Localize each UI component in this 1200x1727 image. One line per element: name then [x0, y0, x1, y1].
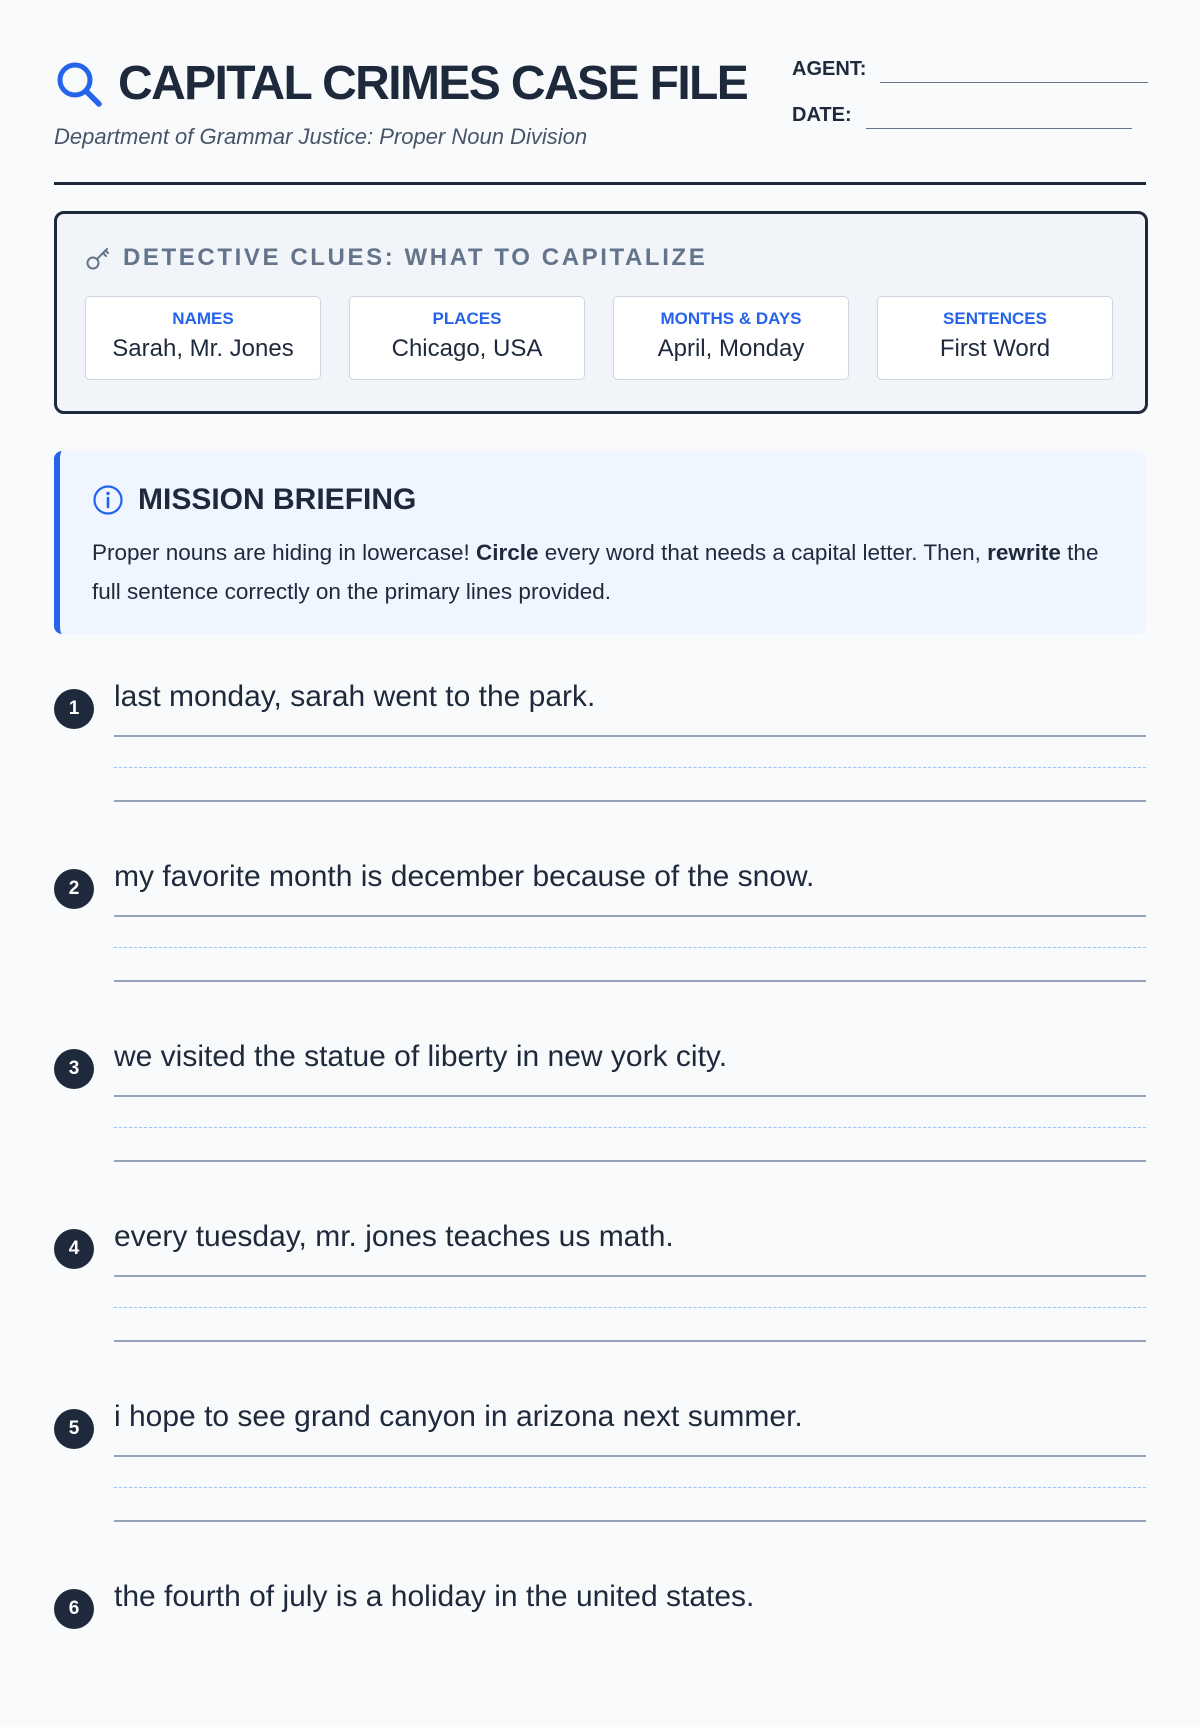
clue-cards [85, 296, 1113, 380]
clues-title: DETECTIVE CLUES: WHAT TO CAPITALIZE [123, 244, 708, 271]
exercise-number-badge: 2 [54, 869, 94, 909]
key-icon [85, 245, 111, 271]
clue-label: SENTENCES [943, 309, 1047, 328]
clue-label: NAMES [172, 309, 234, 328]
briefing-text-part: every word that needs a capital letter. Then, [538, 540, 988, 565]
exercise-item [54, 857, 1146, 1007]
writing-lines[interactable] [114, 1455, 1146, 1525]
baseline [114, 980, 1146, 982]
exercise-item [54, 677, 1146, 827]
exercise-sentence: every tuesday, mr. jones teaches us math. [114, 1220, 674, 1253]
dashed-midline [114, 767, 1146, 768]
clues-box [54, 211, 1148, 414]
writing-lines[interactable] [114, 915, 1146, 985]
writing-lines[interactable] [114, 1275, 1146, 1345]
exercise-item [54, 1577, 1146, 1727]
top-line [114, 1275, 1146, 1277]
briefing-title: MISSION BRIEFING [138, 483, 417, 516]
briefing-text-part: Proper nouns are hiding in lowercase! [92, 540, 476, 565]
exercise-sentence: my favorite month is december because of the snow. [114, 860, 815, 893]
dashed-midline [114, 947, 1146, 948]
page-header [54, 52, 1146, 185]
exercise-number-badge: 5 [54, 1409, 94, 1449]
page-subtitle: Department of Grammar Justice: Proper Noun Division [54, 124, 588, 149]
dashed-midline [114, 1487, 1146, 1488]
info-icon [92, 484, 124, 516]
exercise-item [54, 1037, 1146, 1187]
exercise-sentence: i hope to see grand canyon in arizona next summer. [114, 1400, 803, 1433]
date-write-line[interactable] [866, 127, 1132, 129]
date-field [792, 104, 1132, 127]
dashed-midline [114, 1307, 1146, 1308]
top-line [114, 735, 1146, 737]
top-line [114, 1455, 1146, 1457]
clues-header [85, 244, 707, 272]
page-title: CAPITAL CRIMES CASE FILE [118, 57, 748, 110]
clue-card-months-days [613, 296, 849, 380]
exercise-item [54, 1217, 1146, 1367]
clue-card-places [349, 296, 585, 380]
agent-label: AGENT: [792, 58, 867, 80]
briefing-text [92, 533, 1132, 611]
top-line [114, 1095, 1146, 1097]
date-label: DATE: [792, 104, 852, 126]
agent-write-line[interactable] [880, 81, 1148, 83]
title-row [54, 56, 747, 111]
clue-label: MONTHS & DAYS [660, 309, 802, 328]
exercise-sentence: last monday, sarah went to the park. [114, 680, 596, 713]
briefing-header [92, 483, 416, 517]
dashed-midline [114, 1127, 1146, 1128]
briefing-text-part: the full sentence correctly on the primary lines provided. [92, 540, 1099, 604]
clue-example: Chicago, USA [391, 335, 543, 362]
clue-card-names [85, 296, 321, 380]
writing-lines[interactable] [114, 735, 1146, 805]
agent-field [792, 58, 1148, 81]
exercise-item [54, 1397, 1146, 1547]
baseline [114, 1340, 1146, 1342]
exercise-number-badge: 6 [54, 1589, 94, 1629]
search-icon [54, 59, 104, 109]
clue-label: PLACES [432, 309, 502, 328]
exercise-number-badge: 4 [54, 1229, 94, 1269]
clue-example: Sarah, Mr. Jones [112, 335, 294, 362]
exercise-number-badge: 1 [54, 689, 94, 729]
briefing-bold-circle: Circle [475, 540, 539, 565]
exercise-sentence: the fourth of july is a holiday in the united states. [114, 1580, 755, 1613]
top-line [114, 915, 1146, 917]
exercise-number-badge: 3 [54, 1049, 94, 1089]
mission-briefing [54, 451, 1146, 634]
exercise-sentence: we visited the statue of liberty in new york city. [114, 1040, 728, 1073]
baseline [114, 800, 1146, 802]
baseline [114, 1520, 1146, 1522]
clue-example: April, Monday [657, 335, 805, 362]
clue-example: First Word [939, 335, 1051, 362]
writing-lines[interactable] [114, 1095, 1146, 1165]
clue-card-sentences [877, 296, 1113, 380]
baseline [114, 1160, 1146, 1162]
briefing-bold-rewrite: rewrite [987, 540, 1061, 565]
